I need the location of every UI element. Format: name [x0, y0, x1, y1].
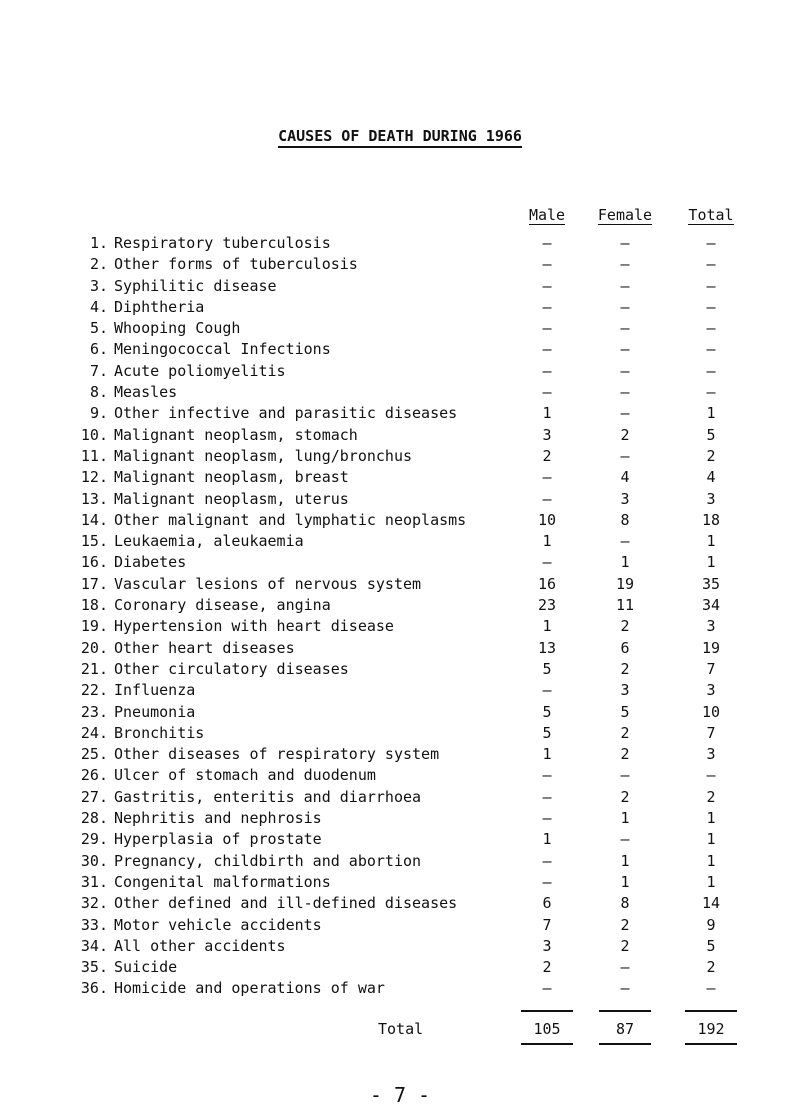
female-value: 2	[620, 659, 630, 678]
table-row	[0, 638, 800, 659]
male-value: 1	[542, 532, 552, 551]
cause-label: Malignant neoplasm, lung/bronchus	[114, 446, 413, 465]
totals-male: 105	[533, 1020, 561, 1038]
cause-label: Syphilitic disease	[114, 276, 277, 295]
male-value: –	[542, 787, 552, 806]
male-value: –	[542, 383, 552, 402]
cause-label: Ulcer of stomach and duodenum	[114, 766, 376, 785]
total-value: –	[706, 361, 716, 380]
male-value: 7	[542, 915, 552, 934]
total-value: –	[706, 276, 716, 295]
column-header-male: Male	[528, 206, 566, 224]
total-value: –	[706, 766, 716, 785]
row-number: 4.	[89, 297, 108, 316]
totals-female: 87	[615, 1020, 635, 1038]
male-value: –	[542, 681, 552, 700]
row-number: 9.	[89, 404, 108, 423]
table-row	[0, 446, 800, 467]
cause-label: All other accidents	[114, 936, 286, 955]
total-value: 2	[706, 958, 716, 977]
female-value: –	[620, 383, 630, 402]
table-row	[0, 276, 800, 297]
male-value: 16	[537, 574, 557, 593]
row-number: 12.	[80, 468, 108, 487]
cause-label: Malignant neoplasm, uterus	[114, 489, 349, 508]
total-value: 2	[706, 787, 716, 806]
table-row	[0, 765, 800, 786]
row-number: 29.	[80, 830, 108, 849]
female-value: 3	[620, 489, 630, 508]
cause-label: Pregnancy, childbirth and abortion	[114, 851, 422, 870]
total-rule-top-female	[599, 1010, 651, 1012]
female-value: 6	[620, 638, 630, 657]
total-value: 34	[701, 596, 721, 615]
male-value: 10	[537, 510, 557, 529]
row-number: 34.	[80, 936, 108, 955]
cause-label: Other infective and parasitic diseases	[114, 404, 458, 423]
cause-label: Bronchitis	[114, 723, 205, 742]
row-number: 2.	[89, 255, 108, 274]
female-value: –	[620, 404, 630, 423]
total-value: 5	[706, 936, 716, 955]
male-value: –	[542, 276, 552, 295]
table-row	[0, 893, 800, 914]
cause-label: Other defined and ill-defined diseases	[114, 894, 458, 913]
male-value: 5	[542, 702, 552, 721]
row-number: 21.	[80, 659, 108, 678]
male-value: –	[542, 979, 552, 998]
total-value: –	[706, 255, 716, 274]
cause-label: Measles	[114, 383, 178, 402]
total-value: 3	[706, 681, 716, 700]
table-row	[0, 829, 800, 850]
page-title	[0, 127, 800, 145]
table-row	[0, 851, 800, 872]
female-value: –	[620, 234, 630, 252]
male-value: –	[542, 553, 552, 572]
cause-label: Meningococcal Infections	[114, 340, 331, 359]
female-value: 11	[615, 596, 635, 615]
female-value: 1	[620, 851, 630, 870]
row-number: 1.	[89, 234, 108, 252]
page-number: - 7 -	[369, 1083, 431, 1107]
table-row	[0, 659, 800, 680]
total-value: –	[706, 297, 716, 316]
table-row	[0, 297, 800, 318]
table-row	[0, 616, 800, 637]
total-value: 3	[706, 489, 716, 508]
row-number: 11.	[80, 446, 108, 465]
cause-label: Malignant neoplasm, breast	[114, 468, 349, 487]
row-number: 8.	[89, 383, 108, 402]
row-number: 15.	[80, 532, 108, 551]
female-value: –	[620, 319, 630, 338]
total-value: 1	[706, 809, 716, 828]
table-row	[0, 467, 800, 488]
total-value: 7	[706, 723, 716, 742]
cause-label: Motor vehicle accidents	[114, 915, 322, 934]
table-row	[0, 787, 800, 808]
total-rule-top-male	[521, 1010, 573, 1012]
table-row	[0, 233, 800, 254]
total-value: 3	[706, 745, 716, 764]
total-value: 1	[706, 553, 716, 572]
male-value: 3	[542, 936, 552, 955]
male-value: –	[542, 297, 552, 316]
row-number: 35.	[80, 958, 108, 977]
row-number: 30.	[80, 851, 108, 870]
female-value: –	[620, 446, 630, 465]
table-row	[0, 936, 800, 957]
table-row	[0, 915, 800, 936]
total-value: 2	[706, 446, 716, 465]
female-value: –	[620, 255, 630, 274]
female-value: 5	[620, 702, 630, 721]
female-value: –	[620, 532, 630, 551]
male-value: 6	[542, 894, 552, 913]
cause-label: Other diseases of respiratory system	[114, 745, 440, 764]
total-value: 5	[706, 425, 716, 444]
table-row	[0, 254, 800, 275]
total-value: –	[706, 234, 716, 252]
table-row	[0, 723, 800, 744]
total-value: 1	[706, 872, 716, 891]
cause-label: Gastritis, enteritis and diarrhoea	[114, 787, 422, 806]
female-value: 4	[620, 468, 630, 487]
table-row	[0, 702, 800, 723]
row-number: 14.	[80, 510, 108, 529]
female-value: 1	[620, 872, 630, 891]
causes-table	[0, 233, 800, 1000]
female-value: 2	[620, 745, 630, 764]
male-value: –	[542, 489, 552, 508]
total-rule-top-total	[685, 1010, 737, 1012]
female-value: 2	[620, 723, 630, 742]
total-rule-bottom-male	[521, 1043, 573, 1045]
male-value: –	[542, 340, 552, 359]
male-value: 2	[542, 958, 552, 977]
total-value: 1	[706, 851, 716, 870]
row-number: 5.	[89, 319, 108, 338]
male-value: –	[542, 234, 552, 252]
female-value: 2	[620, 915, 630, 934]
female-value: –	[620, 276, 630, 295]
female-value: 3	[620, 681, 630, 700]
cause-label: Other forms of tuberculosis	[114, 255, 358, 274]
male-value: –	[542, 766, 552, 785]
female-value: 2	[620, 617, 630, 636]
table-row	[0, 680, 800, 701]
female-value: 2	[620, 936, 630, 955]
row-number: 22.	[80, 681, 108, 700]
male-value: 2	[542, 446, 552, 465]
total-value: 18	[701, 510, 721, 529]
male-value: 5	[542, 723, 552, 742]
table-row	[0, 978, 800, 999]
totals-label: Total	[378, 1020, 424, 1038]
row-number: 36.	[80, 979, 108, 998]
table-row	[0, 403, 800, 424]
female-value: 2	[620, 787, 630, 806]
cause-label: Pneumonia	[114, 702, 196, 721]
row-number: 19.	[80, 617, 108, 636]
row-number: 6.	[89, 340, 108, 359]
female-value: –	[620, 958, 630, 977]
male-value: 13	[537, 638, 557, 657]
male-value: 3	[542, 425, 552, 444]
cause-label: Suicide	[114, 958, 178, 977]
male-value: –	[542, 809, 552, 828]
table-row	[0, 552, 800, 573]
table-row	[0, 382, 800, 403]
column-header-female: Female	[597, 206, 653, 224]
cause-label: Respiratory tuberculosis	[114, 234, 331, 252]
total-value: –	[706, 319, 716, 338]
total-value: 35	[701, 574, 721, 593]
row-number: 26.	[80, 766, 108, 785]
cause-label: Nephritis and nephrosis	[114, 809, 322, 828]
male-value: 1	[542, 830, 552, 849]
total-rule-bottom-female	[599, 1043, 651, 1045]
female-value: 2	[620, 425, 630, 444]
female-value: –	[620, 361, 630, 380]
cause-label: Malignant neoplasm, stomach	[114, 425, 358, 444]
row-number: 28.	[80, 809, 108, 828]
female-value: –	[620, 830, 630, 849]
table-row	[0, 872, 800, 893]
female-value: –	[620, 297, 630, 316]
cause-label: Hypertension with heart disease	[114, 617, 394, 636]
male-value: –	[542, 851, 552, 870]
total-value: 10	[701, 702, 721, 721]
cause-label: Vascular lesions of nervous system	[114, 574, 422, 593]
male-value: 5	[542, 659, 552, 678]
row-number: 25.	[80, 745, 108, 764]
total-value: 19	[701, 638, 721, 657]
cause-label: Whooping Cough	[114, 319, 241, 338]
page-title-text: CAUSES OF DEATH DURING 1966	[278, 127, 522, 148]
row-number: 27.	[80, 787, 108, 806]
cause-label: Other malignant and lymphatic neoplasms	[114, 510, 467, 529]
table-row	[0, 510, 800, 531]
cause-label: Diabetes	[114, 553, 187, 572]
cause-label: Leukaemia, aleukaemia	[114, 532, 304, 551]
male-value: –	[542, 319, 552, 338]
row-number: 18.	[80, 596, 108, 615]
female-value: 1	[620, 553, 630, 572]
table-row	[0, 595, 800, 616]
table-row	[0, 574, 800, 595]
table-row	[0, 361, 800, 382]
row-number: 17.	[80, 574, 108, 593]
total-value: –	[706, 340, 716, 359]
column-header-total: Total	[688, 206, 734, 224]
total-value: 3	[706, 617, 716, 636]
row-number: 13.	[80, 489, 108, 508]
table-row	[0, 957, 800, 978]
female-value: 19	[615, 574, 635, 593]
row-number: 33.	[80, 915, 108, 934]
table-row	[0, 744, 800, 765]
total-value: 1	[706, 830, 716, 849]
male-value: –	[542, 872, 552, 891]
total-value: 9	[706, 915, 716, 934]
table-row	[0, 808, 800, 829]
female-value: 1	[620, 809, 630, 828]
female-value: 8	[620, 510, 630, 529]
cause-label: Congenital malformations	[114, 872, 331, 891]
cause-label: Homicide and operations of war	[114, 979, 385, 998]
row-number: 16.	[80, 553, 108, 572]
total-value: 1	[706, 404, 716, 423]
table-row	[0, 339, 800, 360]
cause-label: Hyperplasia of prostate	[114, 830, 322, 849]
cause-label: Acute poliomyelitis	[114, 361, 286, 380]
total-value: –	[706, 979, 716, 998]
row-number: 23.	[80, 702, 108, 721]
table-row	[0, 318, 800, 339]
total-value: –	[706, 383, 716, 402]
table-row	[0, 489, 800, 510]
male-value: –	[542, 468, 552, 487]
cause-label: Diphtheria	[114, 297, 205, 316]
male-value: 1	[542, 404, 552, 423]
table-row	[0, 425, 800, 446]
female-value: –	[620, 979, 630, 998]
cause-label: Other circulatory diseases	[114, 659, 349, 678]
row-number: 24.	[80, 723, 108, 742]
female-value: –	[620, 766, 630, 785]
row-number: 20.	[80, 638, 108, 657]
row-number: 31.	[80, 872, 108, 891]
row-number: 3.	[89, 276, 108, 295]
cause-label: Other heart diseases	[114, 638, 295, 657]
row-number: 32.	[80, 894, 108, 913]
male-value: 23	[537, 596, 557, 615]
male-value: –	[542, 361, 552, 380]
row-number: 10.	[80, 425, 108, 444]
female-value: –	[620, 340, 630, 359]
table-row	[0, 531, 800, 552]
total-value: 4	[706, 468, 716, 487]
male-value: 1	[542, 617, 552, 636]
total-value: 7	[706, 659, 716, 678]
total-value: 1	[706, 532, 716, 551]
male-value: –	[542, 255, 552, 274]
total-value: 14	[701, 894, 721, 913]
total-rule-bottom-total	[685, 1043, 737, 1045]
cause-label: Coronary disease, angina	[114, 596, 331, 615]
totals-total: 192	[697, 1020, 725, 1038]
cause-label: Influenza	[114, 681, 196, 700]
row-number: 7.	[89, 361, 108, 380]
female-value: 8	[620, 894, 630, 913]
male-value: 1	[542, 745, 552, 764]
